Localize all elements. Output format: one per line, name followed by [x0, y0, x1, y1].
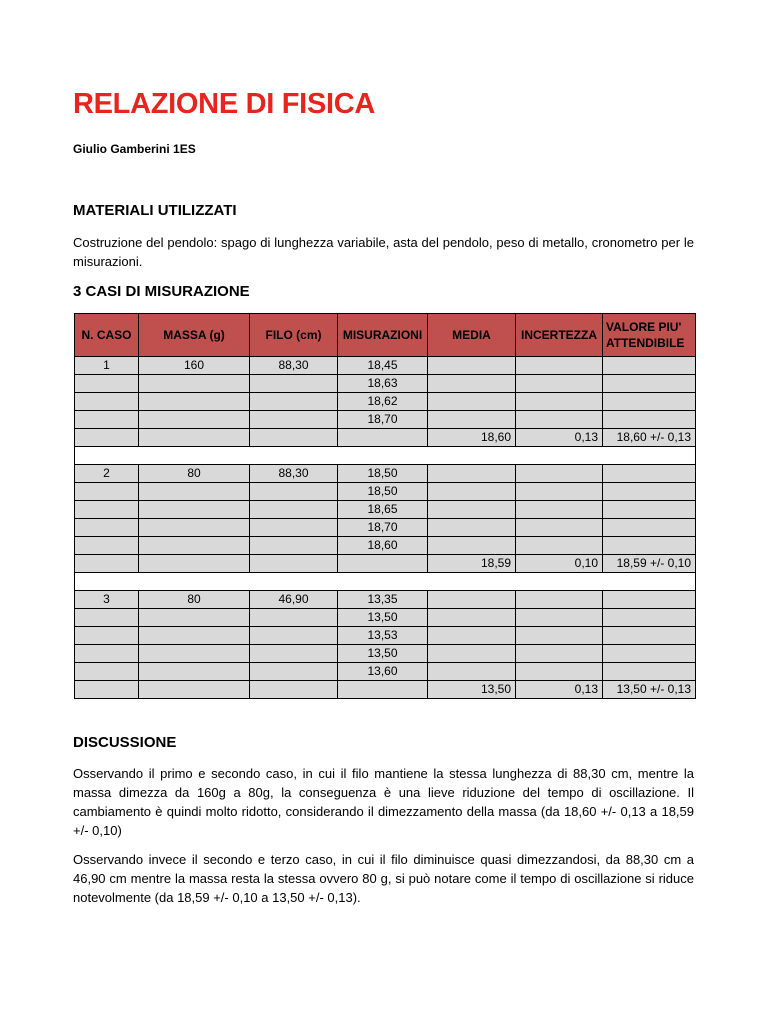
table-summary-row: [75, 681, 696, 699]
header-filo: FILO (cm): [250, 314, 338, 357]
cell-misurazione: 13,50: [338, 609, 428, 627]
table-row: [75, 645, 696, 663]
cell-incertezza: [516, 519, 603, 537]
cell-filo: [250, 501, 338, 519]
cell-incertezza: [516, 375, 603, 393]
table-summary-row: [75, 555, 696, 573]
cell-n-caso: [75, 411, 139, 429]
cell-valore: 13,50 +/- 0,13: [603, 681, 696, 699]
cell-filo: [250, 627, 338, 645]
cell-n-caso: [75, 681, 139, 699]
cell-filo: [250, 375, 338, 393]
cell-massa: 80: [139, 591, 250, 609]
cell-filo: [250, 555, 338, 573]
cell-massa: [139, 663, 250, 681]
cell-massa: [139, 555, 250, 573]
cell-massa: [139, 375, 250, 393]
cell-incertezza: [516, 663, 603, 681]
cell-massa: [139, 393, 250, 411]
cell-misurazione: 18,63: [338, 375, 428, 393]
measurements-table: [74, 313, 696, 699]
cell-n-caso: 1: [75, 357, 139, 375]
table-row: [75, 537, 696, 555]
separator-cell: [75, 447, 696, 465]
cell-valore: [603, 627, 696, 645]
section-heading-discussion: DISCUSSIONE: [73, 734, 177, 751]
cell-misurazione: 18,62: [338, 393, 428, 411]
cell-misurazione: 18,65: [338, 501, 428, 519]
cell-massa: [139, 519, 250, 537]
table-row: [75, 465, 696, 483]
cell-incertezza: [516, 501, 603, 519]
cell-n-caso: [75, 555, 139, 573]
cell-misurazione: 18,70: [338, 411, 428, 429]
cell-misurazione: 18,50: [338, 483, 428, 501]
cell-incertezza: 0,13: [516, 681, 603, 699]
cell-valore: [603, 663, 696, 681]
cell-massa: [139, 537, 250, 555]
cell-massa: 80: [139, 465, 250, 483]
cell-media: [428, 375, 516, 393]
cell-misurazione: [338, 681, 428, 699]
table-row: [75, 501, 696, 519]
cell-misurazione: 18,70: [338, 519, 428, 537]
cell-incertezza: [516, 645, 603, 663]
cell-misurazione: 18,50: [338, 465, 428, 483]
cell-misurazione: [338, 555, 428, 573]
cell-n-caso: 2: [75, 465, 139, 483]
cell-filo: 88,30: [250, 465, 338, 483]
cell-valore: [603, 393, 696, 411]
cell-incertezza: [516, 465, 603, 483]
cell-media: [428, 501, 516, 519]
discussion-paragraph-1: Osservando il primo e secondo caso, in cui il filo mantiene la stessa lunghezza di 88,30 cm, mentre la massa dimezza da 160g a 80g, la conseguenza è una lieve riduzione del tempo di oscillazione. Il cambiamento è quindi molto ridotto, considerando il dimezzamento della massa (da 18,60 +/- 0,13 a 18,59 +/- 0,10): [73, 766, 694, 838]
cell-media: 13,50: [428, 681, 516, 699]
cell-misurazione: 18,45: [338, 357, 428, 375]
cell-filo: [250, 411, 338, 429]
cell-valore: [603, 357, 696, 375]
cell-misurazione: [338, 429, 428, 447]
cell-filo: [250, 645, 338, 663]
cell-media: [428, 645, 516, 663]
table-summary-row: [75, 429, 696, 447]
cell-valore: 18,59 +/- 0,10: [603, 555, 696, 573]
cell-n-caso: [75, 537, 139, 555]
header-valore-piu-attendibile: VALORE PIU' ATTENDIBILE: [603, 314, 696, 357]
cell-media: 18,59: [428, 555, 516, 573]
cell-massa: [139, 501, 250, 519]
cell-filo: [250, 519, 338, 537]
table-row: [75, 483, 696, 501]
table-row: [75, 663, 696, 681]
cell-valore: [603, 501, 696, 519]
section-heading-cases: 3 CASI DI MISURAZIONE: [73, 283, 250, 300]
header-incertezza: INCERTEZZA: [516, 314, 603, 357]
header-massa: MASSA (g): [139, 314, 250, 357]
cell-n-caso: [75, 645, 139, 663]
table-row: [75, 591, 696, 609]
cell-valore: [603, 411, 696, 429]
cell-n-caso: [75, 519, 139, 537]
table-body: [75, 357, 696, 699]
cell-n-caso: 3: [75, 591, 139, 609]
cell-media: [428, 357, 516, 375]
cell-incertezza: [516, 483, 603, 501]
cell-valore: [603, 645, 696, 663]
cell-filo: [250, 537, 338, 555]
cell-incertezza: [516, 411, 603, 429]
cell-filo: [250, 393, 338, 411]
cell-incertezza: 0,13: [516, 429, 603, 447]
cell-filo: 46,90: [250, 591, 338, 609]
table-separator-row: [75, 447, 696, 465]
cell-massa: [139, 411, 250, 429]
cell-massa: [139, 681, 250, 699]
document-title: RELAZIONE DI FISICA: [73, 88, 376, 120]
cell-filo: [250, 663, 338, 681]
table-row: [75, 393, 696, 411]
cell-n-caso: [75, 609, 139, 627]
cell-valore: 18,60 +/- 0,13: [603, 429, 696, 447]
cell-media: [428, 627, 516, 645]
cell-filo: [250, 429, 338, 447]
cell-incertezza: [516, 357, 603, 375]
cell-massa: [139, 645, 250, 663]
cell-n-caso: [75, 663, 139, 681]
cell-massa: [139, 429, 250, 447]
cell-massa: 160: [139, 357, 250, 375]
cell-filo: [250, 681, 338, 699]
cell-incertezza: [516, 393, 603, 411]
cell-n-caso: [75, 627, 139, 645]
table-row: [75, 375, 696, 393]
cell-filo: 88,30: [250, 357, 338, 375]
cell-massa: [139, 627, 250, 645]
cell-n-caso: [75, 483, 139, 501]
cell-media: 18,60: [428, 429, 516, 447]
cell-n-caso: [75, 429, 139, 447]
cell-incertezza: 0,10: [516, 555, 603, 573]
cell-massa: [139, 483, 250, 501]
table-row: [75, 357, 696, 375]
cell-valore: [603, 591, 696, 609]
cell-incertezza: [516, 609, 603, 627]
cell-media: [428, 663, 516, 681]
author-line: Giulio Gamberini 1ES: [73, 142, 196, 156]
cell-valore: [603, 537, 696, 555]
cell-n-caso: [75, 375, 139, 393]
cell-media: [428, 591, 516, 609]
cell-valore: [603, 519, 696, 537]
cell-valore: [603, 375, 696, 393]
cell-media: [428, 519, 516, 537]
table-row: [75, 411, 696, 429]
materials-paragraph: Costruzione del pendolo: spago di lunghezza variabile, asta del pendolo, peso di metallo, cronometro per le misurazioni.: [73, 235, 694, 269]
cell-incertezza: [516, 627, 603, 645]
cell-media: [428, 465, 516, 483]
cell-media: [428, 483, 516, 501]
cell-media: [428, 609, 516, 627]
cell-media: [428, 411, 516, 429]
cell-misurazione: 13,35: [338, 591, 428, 609]
cell-n-caso: [75, 501, 139, 519]
table-row: [75, 609, 696, 627]
cell-valore: [603, 465, 696, 483]
table-row: [75, 627, 696, 645]
cell-misurazione: 13,53: [338, 627, 428, 645]
cell-misurazione: 13,50: [338, 645, 428, 663]
cell-filo: [250, 609, 338, 627]
table-separator-row: [75, 573, 696, 591]
header-n-caso: N. CASO: [75, 314, 139, 357]
cell-massa: [139, 609, 250, 627]
table-header-row: [75, 314, 696, 357]
cell-valore: [603, 609, 696, 627]
separator-cell: [75, 573, 696, 591]
table-row: [75, 519, 696, 537]
cell-misurazione: 18,60: [338, 537, 428, 555]
cell-incertezza: [516, 591, 603, 609]
cell-filo: [250, 483, 338, 501]
header-media: MEDIA: [428, 314, 516, 357]
section-heading-materials: MATERIALI UTILIZZATI: [73, 202, 237, 219]
cell-n-caso: [75, 393, 139, 411]
discussion-paragraph-2: Osservando invece il secondo e terzo caso, in cui il filo diminuisce quasi dimezzandosi, da 88,30 cm a 46,90 cm mentre la massa resta la stessa ovvero 80 g, si può notare come il tempo di oscillazione si riduce notevolmente (da 18,59 +/- 0,10 a 13,50 +/- 0,13).: [73, 852, 694, 905]
header-misurazioni: MISURAZIONI: [338, 314, 428, 357]
cell-misurazione: 13,60: [338, 663, 428, 681]
cell-media: [428, 537, 516, 555]
cell-valore: [603, 483, 696, 501]
cell-media: [428, 393, 516, 411]
cell-incertezza: [516, 537, 603, 555]
